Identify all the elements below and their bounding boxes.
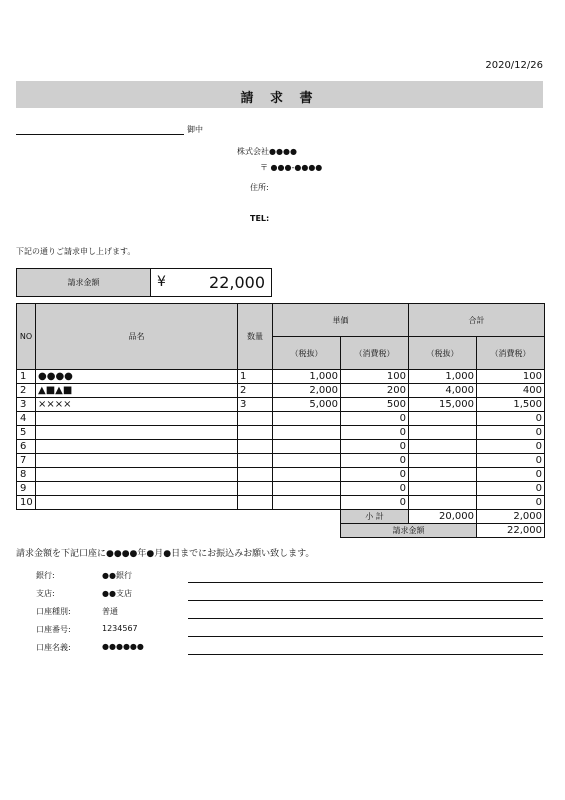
header-item: 品名 (36, 304, 238, 370)
table-row (17, 482, 545, 496)
row-total-tax: 100 (477, 370, 545, 384)
invoice-amount-box (16, 268, 272, 297)
row-no: 9 (17, 482, 36, 496)
row-total-excl (409, 468, 477, 482)
invoice-amount-label: 請求金額 (17, 269, 151, 296)
row-unit-excl: 5,000 (273, 398, 341, 412)
row-no: 5 (17, 426, 36, 440)
bank-field-line (188, 582, 543, 583)
row-total-tax: 0 (477, 440, 545, 454)
row-total-tax: 0 (477, 426, 545, 440)
header-qty: 数量 (238, 304, 273, 370)
row-item (36, 468, 238, 482)
totals-table (340, 509, 545, 538)
row-total-excl (409, 496, 477, 510)
row-unit-tax: 0 (341, 412, 409, 426)
row-item (36, 440, 238, 454)
row-item (36, 426, 238, 440)
row-qty: 2 (238, 384, 273, 398)
row-unit-excl: 1,000 (273, 370, 341, 384)
bank-field-line (188, 654, 543, 655)
table-row (17, 398, 545, 412)
table-row (17, 468, 545, 482)
row-total-tax: 0 (477, 482, 545, 496)
row-no: 3 (17, 398, 36, 412)
title-bar (16, 81, 543, 108)
row-qty (238, 496, 273, 510)
row-item: ×××× (36, 398, 238, 412)
row-unit-tax: 0 (341, 454, 409, 468)
row-unit-excl (273, 440, 341, 454)
header-unit-price: 単価 (273, 304, 409, 337)
row-item: ▲■▲■ (36, 384, 238, 398)
row-unit-excl (273, 496, 341, 510)
row-unit-excl (273, 468, 341, 482)
row-qty (238, 482, 273, 496)
bank-field-line (188, 600, 543, 601)
bank-field-value: ●●銀行 (102, 571, 132, 580)
header-no: NO (17, 304, 36, 370)
bank-field-value: 1234567 (102, 624, 138, 633)
row-qty (238, 454, 273, 468)
row-unit-tax: 0 (341, 468, 409, 482)
row-no: 8 (17, 468, 36, 482)
table-row (17, 440, 545, 454)
row-item (36, 412, 238, 426)
bank-field-label: 銀行: (36, 571, 55, 580)
header-total: 合計 (409, 304, 545, 337)
issuer-postal: 〒 ●●●-●●●● (260, 163, 323, 172)
invoice-amount-value: 22,000 (209, 273, 265, 292)
row-qty (238, 412, 273, 426)
bank-field-label: 口座種別: (36, 607, 71, 616)
subtotal-excl: 20,000 (409, 510, 477, 524)
row-total-tax: 400 (477, 384, 545, 398)
recipient-suffix: 御中 (187, 125, 203, 134)
currency-symbol: ¥ (157, 274, 166, 290)
row-qty (238, 440, 273, 454)
issuer-tel-label: TEL: (250, 214, 270, 223)
row-unit-tax: 0 (341, 426, 409, 440)
bank-field-label: 口座番号: (36, 625, 71, 634)
header-unit-tax: （消費税） (341, 337, 409, 370)
row-total-excl (409, 482, 477, 496)
line-items-table (16, 303, 545, 510)
transfer-note: 請求金額を下記口座に●●●●年●月●日までにお振込みお願い致します。 (16, 549, 315, 559)
bank-field-label: 支店: (36, 589, 55, 598)
row-no: 10 (17, 496, 36, 510)
row-item (36, 454, 238, 468)
row-unit-excl (273, 412, 341, 426)
row-qty (238, 426, 273, 440)
row-unit-excl (273, 482, 341, 496)
row-item (36, 496, 238, 510)
row-total-excl: 15,000 (409, 398, 477, 412)
header-total-tax-excl: （税抜） (409, 337, 477, 370)
row-no: 4 (17, 412, 36, 426)
grand-total-label: 請求金額 (341, 524, 477, 538)
table-row (17, 426, 545, 440)
row-qty: 1 (238, 370, 273, 384)
row-total-tax: 1,500 (477, 398, 545, 412)
row-unit-excl: 2,000 (273, 384, 341, 398)
bank-field-line (188, 618, 543, 619)
table-row (17, 384, 545, 398)
subtotal-tax: 2,000 (477, 510, 545, 524)
row-unit-tax: 500 (341, 398, 409, 412)
issuer-address-label: 住所: (250, 183, 269, 192)
row-total-excl (409, 426, 477, 440)
intro-text: 下記の通りご請求申し上げます。 (16, 247, 136, 256)
bank-field-line (188, 636, 543, 637)
document-title: 請 求 書 (240, 91, 319, 106)
row-no: 7 (17, 454, 36, 468)
row-unit-excl (273, 426, 341, 440)
row-unit-tax: 200 (341, 384, 409, 398)
row-unit-excl (273, 454, 341, 468)
row-qty (238, 468, 273, 482)
row-item: ●●●● (36, 370, 238, 384)
row-total-excl: 1,000 (409, 370, 477, 384)
header-total-tax: （消費税） (477, 337, 545, 370)
row-no: 6 (17, 440, 36, 454)
row-no: 2 (17, 384, 36, 398)
row-total-excl (409, 454, 477, 468)
row-no: 1 (17, 370, 36, 384)
header-unit-tax-excl: （税抜） (273, 337, 341, 370)
subtotal-label: 小 計 (341, 510, 409, 524)
bank-field-label: 口座名義: (36, 643, 71, 652)
grand-total-value: 22,000 (477, 524, 545, 538)
table-row (17, 454, 545, 468)
row-total-tax: 0 (477, 454, 545, 468)
row-unit-tax: 100 (341, 370, 409, 384)
row-unit-tax: 0 (341, 440, 409, 454)
table-row (17, 370, 545, 384)
row-total-excl (409, 412, 477, 426)
row-item (36, 482, 238, 496)
table-row (17, 412, 545, 426)
row-unit-tax: 0 (341, 496, 409, 510)
row-total-excl (409, 440, 477, 454)
bank-field-value: ●●●●●● (102, 642, 144, 651)
table-row (17, 496, 545, 510)
bank-field-value: ●●支店 (102, 589, 132, 598)
row-total-tax: 0 (477, 496, 545, 510)
bank-field-value: 普通 (102, 607, 118, 616)
row-total-tax: 0 (477, 412, 545, 426)
recipient-name-line (16, 134, 184, 135)
row-total-tax: 0 (477, 468, 545, 482)
row-qty: 3 (238, 398, 273, 412)
row-unit-tax: 0 (341, 482, 409, 496)
issuer-company: 株式会社●●●● (237, 147, 297, 156)
row-total-excl: 4,000 (409, 384, 477, 398)
invoice-date: 2020/12/26 (485, 60, 543, 71)
